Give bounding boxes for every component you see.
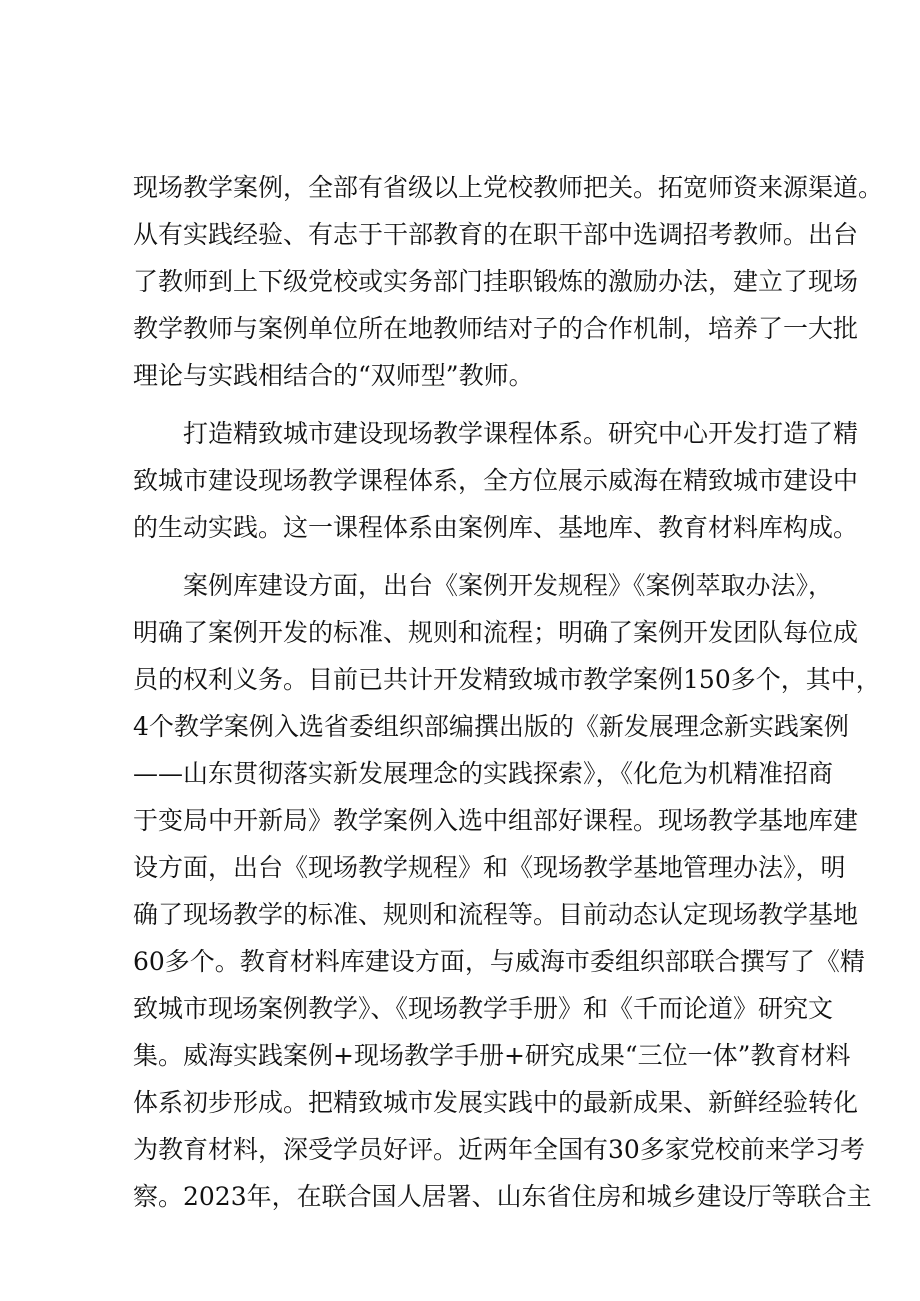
paragraph-2 bbox=[133, 410, 859, 551]
text-line: 设方面，出台《现场教学规程》和《现场教学基地管理办法》，明 bbox=[133, 853, 846, 882]
text-line: 60多个。教育材料库建设方面，与威海市委组织部联合撰写了《精 bbox=[133, 947, 865, 976]
text-line: 员的权利义务。目前已共计开发精致城市教学案例150多个，其中， bbox=[133, 665, 881, 694]
text-line: 集。威海实践案例+现场教学手册+研究成果“三位一体”教育材料 bbox=[133, 1041, 851, 1070]
text-line: 4个教学案例入选省委组织部编撰出版的《新发展理念新实践案例 bbox=[133, 712, 849, 741]
text-line: 理论与实践相结合的“双师型”教师。 bbox=[133, 361, 534, 390]
text-line: 致城市建设现场教学课程体系，全方位展示威海在精致城市建设中 bbox=[133, 466, 859, 495]
text-line: 教学教师与案例单位所在地教师结对子的合作机制，培养了一大批 bbox=[133, 314, 859, 343]
text-line: 体系初步形成。把精致城市发展实践中的最新成果、新鲜经验转化 bbox=[133, 1088, 859, 1117]
text-line: 现场教学案例，全部有省级以上党校教师把关。拓宽师资来源渠道。 bbox=[133, 173, 884, 202]
text-line: 的生动实践。这一课程体系由案例库、基地库、教育材料库构成。 bbox=[133, 513, 859, 542]
text-line: ——山东贯彻落实新发展理念的实践探索》，《化危为机精准招商 bbox=[133, 759, 834, 788]
text-line: 于变局中开新局》教学案例入选中组部好课程。现场教学基地库建 bbox=[133, 806, 859, 835]
text-line: 确了现场教学的标准、规则和流程等。目前动态认定现场教学基地 bbox=[133, 900, 859, 929]
text-line: 为教育材料，深受学员好评。近两年全国有30多家党校前来学习考 bbox=[133, 1135, 865, 1164]
document-body bbox=[133, 164, 884, 1220]
paragraph-1 bbox=[133, 164, 884, 399]
text-line: 了教师到上下级党校或实务部门挂职锻炼的激励办法，建立了现场 bbox=[133, 267, 859, 296]
text-line: 致城市现场案例教学》、《现场教学手册》和《千而论道》研究文 bbox=[133, 994, 834, 1023]
text-line: 案例库建设方面，出台《案例开发规程》《案例萃取办法》， bbox=[183, 571, 834, 600]
text-line: 察。2023年，在联合国人居署、山东省住房和城乡建设厅等联合主 bbox=[133, 1182, 872, 1211]
text-line: 从有实践经验、有志于干部教育的在职干部中选调招考教师。出台 bbox=[133, 220, 859, 249]
paragraph-3 bbox=[133, 562, 881, 1220]
text-line: 打造精致城市建设现场教学课程体系。研究中心开发打造了精 bbox=[183, 419, 859, 448]
text-line: 明确了案例开发的标准、规则和流程；明确了案例开发团队每位成 bbox=[133, 618, 859, 647]
